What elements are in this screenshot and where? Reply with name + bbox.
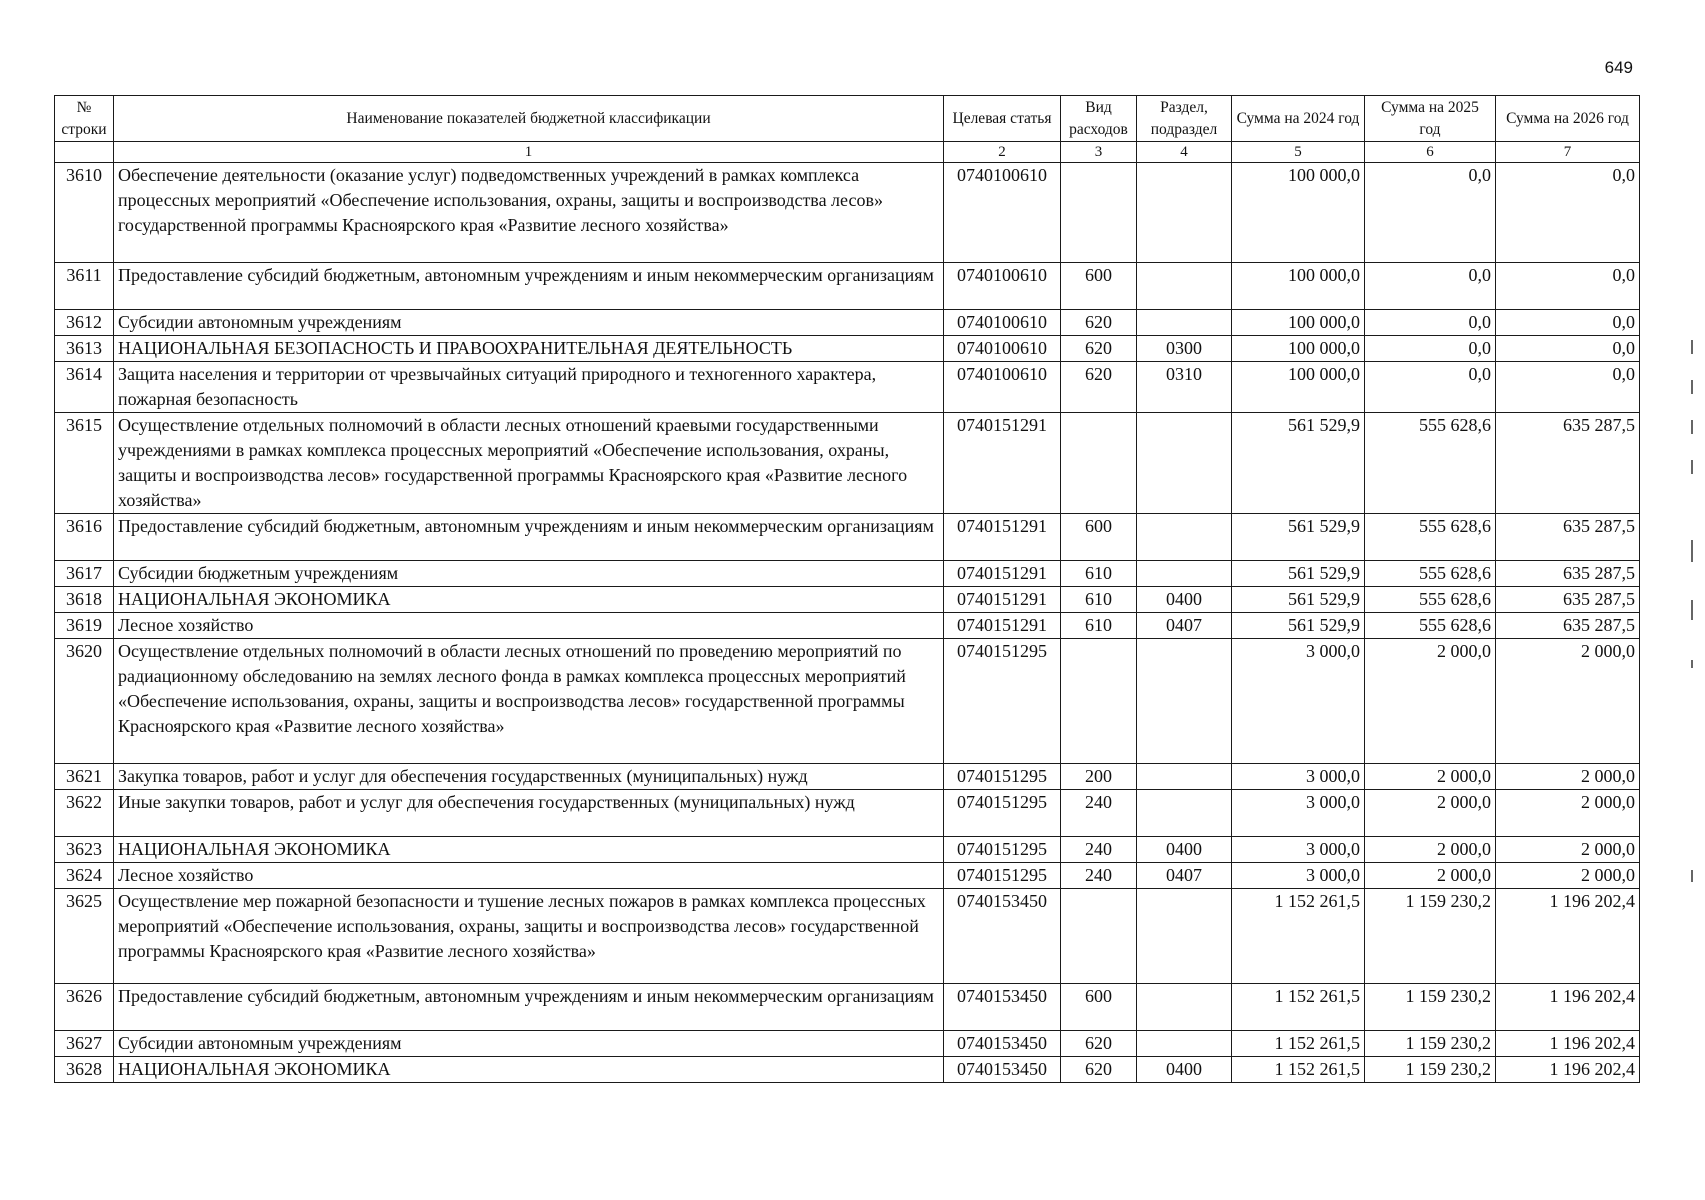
- row-name-cell: Защита населения и территории от чрезвычайных ситуаций природного и техногенного характера, пожарная безопасность: [114, 362, 944, 413]
- row-amount-2025-cell: 0,0: [1365, 263, 1496, 310]
- row-target-cell: 0740151291: [944, 613, 1061, 639]
- row-type-cell: 620: [1061, 336, 1137, 362]
- row-number-cell: 3623: [55, 837, 114, 863]
- row-number-cell: 3619: [55, 613, 114, 639]
- row-number-cell: 3625: [55, 889, 114, 984]
- table-body: [55, 163, 1640, 1083]
- row-name-cell: НАЦИОНАЛЬНАЯ ЭКОНОМИКА: [114, 587, 944, 613]
- table-row: [55, 413, 1640, 514]
- row-section-cell: [1137, 163, 1232, 263]
- row-amount-2026-cell: 635 287,5: [1496, 587, 1640, 613]
- row-section-cell: [1137, 1031, 1232, 1057]
- row-amount-2024-cell: 1 152 261,5: [1232, 889, 1365, 984]
- row-amount-2025-cell: 2 000,0: [1365, 639, 1496, 764]
- row-amount-2024-cell: 100 000,0: [1232, 362, 1365, 413]
- row-type-cell: 610: [1061, 613, 1137, 639]
- scan-edge-marks: [1687, 340, 1693, 940]
- row-name-cell: Закупка товаров, работ и услуг для обеспечения государственных (муниципальных) нужд: [114, 764, 944, 790]
- table-row: [55, 561, 1640, 587]
- row-amount-2024-cell: 1 152 261,5: [1232, 1031, 1365, 1057]
- row-number-cell: 3627: [55, 1031, 114, 1057]
- table-row: [55, 639, 1640, 764]
- index-cell: 1: [114, 142, 944, 163]
- col-header-2026: Сумма на 2026 год: [1496, 96, 1640, 142]
- row-amount-2026-cell: 2 000,0: [1496, 764, 1640, 790]
- col-header-2024: Сумма на 2024 год: [1232, 96, 1365, 142]
- row-name-cell: НАЦИОНАЛЬНАЯ БЕЗОПАСНОСТЬ И ПРАВООХРАНИТЕЛЬНАЯ ДЕЯТЕЛЬНОСТЬ: [114, 336, 944, 362]
- row-amount-2026-cell: 635 287,5: [1496, 561, 1640, 587]
- row-name-cell: Осуществление отдельных полномочий в области лесных отношений краевыми государственными учреждениями в рамках комплекса процессных мероприятий «Обеспечение использования, охраны, защиты и воспроизводства лесов» государственной программы Красноярского края «Развитие лесного хозяйства»: [114, 413, 944, 514]
- row-target-cell: 0740153450: [944, 1031, 1061, 1057]
- row-type-cell: 610: [1061, 561, 1137, 587]
- row-section-cell: 0400: [1137, 587, 1232, 613]
- row-amount-2024-cell: 561 529,9: [1232, 561, 1365, 587]
- row-amount-2025-cell: 0,0: [1365, 336, 1496, 362]
- row-number-cell: 3612: [55, 310, 114, 336]
- col-header-type: Вид расходов: [1061, 96, 1137, 142]
- index-cell: 6: [1365, 142, 1496, 163]
- row-number-cell: 3618: [55, 587, 114, 613]
- row-number-cell: 3610: [55, 163, 114, 263]
- row-section-cell: [1137, 639, 1232, 764]
- row-number-cell: 3613: [55, 336, 114, 362]
- row-amount-2025-cell: 2 000,0: [1365, 837, 1496, 863]
- index-cell: 2: [944, 142, 1061, 163]
- table-row: [55, 764, 1640, 790]
- index-cell-empty: [55, 142, 114, 163]
- table-row: [55, 613, 1640, 639]
- row-type-cell: [1061, 413, 1137, 514]
- row-type-cell: 600: [1061, 984, 1137, 1031]
- row-amount-2024-cell: 561 529,9: [1232, 413, 1365, 514]
- row-type-cell: 240: [1061, 790, 1137, 837]
- row-amount-2024-cell: 3 000,0: [1232, 764, 1365, 790]
- row-amount-2024-cell: 100 000,0: [1232, 310, 1365, 336]
- row-amount-2026-cell: 0,0: [1496, 362, 1640, 413]
- col-header-name: Наименование показателей бюджетной классификации: [114, 96, 944, 142]
- row-amount-2025-cell: 0,0: [1365, 310, 1496, 336]
- row-number-cell: 3616: [55, 514, 114, 561]
- row-amount-2026-cell: 2 000,0: [1496, 863, 1640, 889]
- row-target-cell: 0740151291: [944, 514, 1061, 561]
- row-target-cell: 0740151295: [944, 790, 1061, 837]
- row-section-cell: 0400: [1137, 1057, 1232, 1083]
- row-amount-2026-cell: 635 287,5: [1496, 413, 1640, 514]
- row-section-cell: [1137, 263, 1232, 310]
- row-name-cell: НАЦИОНАЛЬНАЯ ЭКОНОМИКА: [114, 837, 944, 863]
- row-target-cell: 0740151295: [944, 639, 1061, 764]
- row-name-cell: Предоставление субсидий бюджетным, автономным учреждениям и иным некоммерческим организациям: [114, 514, 944, 561]
- row-amount-2024-cell: 3 000,0: [1232, 863, 1365, 889]
- row-section-cell: [1137, 310, 1232, 336]
- row-target-cell: 0740100610: [944, 163, 1061, 263]
- index-cell: 4: [1137, 142, 1232, 163]
- col-header-section: Раздел, подраздел: [1137, 96, 1232, 142]
- index-cell: 7: [1496, 142, 1640, 163]
- row-number-cell: 3615: [55, 413, 114, 514]
- row-amount-2025-cell: 1 159 230,2: [1365, 1031, 1496, 1057]
- row-target-cell: 0740153450: [944, 889, 1061, 984]
- row-section-cell: 0400: [1137, 837, 1232, 863]
- row-target-cell: 0740151291: [944, 587, 1061, 613]
- row-section-cell: [1137, 889, 1232, 984]
- row-type-cell: 240: [1061, 837, 1137, 863]
- row-target-cell: 0740151295: [944, 764, 1061, 790]
- row-number-cell: 3628: [55, 1057, 114, 1083]
- row-name-cell: Субсидии автономным учреждениям: [114, 310, 944, 336]
- row-number-cell: 3622: [55, 790, 114, 837]
- row-number-cell: 3611: [55, 263, 114, 310]
- row-section-cell: [1137, 764, 1232, 790]
- row-target-cell: 0740151295: [944, 863, 1061, 889]
- row-amount-2026-cell: 2 000,0: [1496, 790, 1640, 837]
- row-number-cell: 3620: [55, 639, 114, 764]
- row-name-cell: Обеспечение деятельности (оказание услуг) подведомственных учреждений в рамках комплекса процессных мероприятий «Обеспечение использования, охраны, защиты и воспроизводства лесов» государственной программы Красноярского края «Развитие лесного хозяйства»: [114, 163, 944, 263]
- table-row: [55, 863, 1640, 889]
- row-type-cell: 620: [1061, 310, 1137, 336]
- table-row: [55, 790, 1640, 837]
- row-amount-2026-cell: 0,0: [1496, 263, 1640, 310]
- row-amount-2025-cell: 1 159 230,2: [1365, 1057, 1496, 1083]
- table-row: [55, 163, 1640, 263]
- row-amount-2026-cell: 635 287,5: [1496, 514, 1640, 561]
- row-number-cell: 3621: [55, 764, 114, 790]
- row-amount-2024-cell: 561 529,9: [1232, 514, 1365, 561]
- row-number-cell: 3614: [55, 362, 114, 413]
- row-type-cell: [1061, 889, 1137, 984]
- row-name-cell: Предоставление субсидий бюджетным, автономным учреждениям и иным некоммерческим организациям: [114, 263, 944, 310]
- row-type-cell: [1061, 639, 1137, 764]
- row-amount-2025-cell: 1 159 230,2: [1365, 984, 1496, 1031]
- row-target-cell: 0740153450: [944, 984, 1061, 1031]
- row-amount-2026-cell: 1 196 202,4: [1496, 1057, 1640, 1083]
- row-section-cell: [1137, 790, 1232, 837]
- row-section-cell: [1137, 984, 1232, 1031]
- col-header-2025: Сумма на 2025 год: [1365, 96, 1496, 142]
- row-target-cell: 0740151291: [944, 413, 1061, 514]
- row-type-cell: 620: [1061, 1031, 1137, 1057]
- row-name-cell: Субсидии автономным учреждениям: [114, 1031, 944, 1057]
- row-amount-2026-cell: 0,0: [1496, 163, 1640, 263]
- row-section-cell: [1137, 413, 1232, 514]
- index-row: [55, 142, 1640, 163]
- table-row: [55, 336, 1640, 362]
- row-section-cell: 0300: [1137, 336, 1232, 362]
- table-row: [55, 984, 1640, 1031]
- row-amount-2026-cell: 1 196 202,4: [1496, 1031, 1640, 1057]
- row-name-cell: Осуществление мер пожарной безопасности и тушение лесных пожаров в рамках комплекса процессных мероприятий «Обеспечение использования, охраны, защиты и воспроизводства лесов» государственной программы Красноярского края «Развитие лесного хозяйства»: [114, 889, 944, 984]
- row-amount-2026-cell: 2 000,0: [1496, 837, 1640, 863]
- table-row: [55, 362, 1640, 413]
- row-target-cell: 0740100610: [944, 362, 1061, 413]
- row-amount-2025-cell: 555 628,6: [1365, 613, 1496, 639]
- row-target-cell: 0740100610: [944, 310, 1061, 336]
- row-amount-2024-cell: 3 000,0: [1232, 837, 1365, 863]
- col-header-target: Целевая статья: [944, 96, 1061, 142]
- row-amount-2024-cell: 561 529,9: [1232, 587, 1365, 613]
- row-amount-2025-cell: 2 000,0: [1365, 790, 1496, 837]
- table-row: [55, 837, 1640, 863]
- budget-table: [54, 95, 1640, 1083]
- row-amount-2024-cell: 1 152 261,5: [1232, 1057, 1365, 1083]
- page-number: 649: [1604, 58, 1633, 77]
- row-amount-2026-cell: 0,0: [1496, 310, 1640, 336]
- table-row: [55, 514, 1640, 561]
- row-type-cell: [1061, 163, 1137, 263]
- row-amount-2026-cell: 1 196 202,4: [1496, 889, 1640, 984]
- row-number-cell: 3624: [55, 863, 114, 889]
- row-target-cell: 0740153450: [944, 1057, 1061, 1083]
- row-section-cell: [1137, 514, 1232, 561]
- row-amount-2024-cell: 1 152 261,5: [1232, 984, 1365, 1031]
- table-row: [55, 1031, 1640, 1057]
- row-amount-2025-cell: 555 628,6: [1365, 413, 1496, 514]
- row-target-cell: 0740100610: [944, 263, 1061, 310]
- row-amount-2025-cell: 2 000,0: [1365, 764, 1496, 790]
- table-row: [55, 1057, 1640, 1083]
- row-name-cell: Субсидии бюджетным учреждениям: [114, 561, 944, 587]
- row-amount-2026-cell: 635 287,5: [1496, 613, 1640, 639]
- col-header-row-number: № строки: [55, 96, 114, 142]
- row-amount-2025-cell: 1 159 230,2: [1365, 889, 1496, 984]
- header-row: [55, 96, 1640, 142]
- table-row: [55, 263, 1640, 310]
- row-target-cell: 0740151295: [944, 837, 1061, 863]
- index-cell: 5: [1232, 142, 1365, 163]
- row-amount-2026-cell: 2 000,0: [1496, 639, 1640, 764]
- index-cell: 3: [1061, 142, 1137, 163]
- row-amount-2025-cell: 555 628,6: [1365, 514, 1496, 561]
- row-amount-2025-cell: 555 628,6: [1365, 561, 1496, 587]
- table-row: [55, 889, 1640, 984]
- row-type-cell: 620: [1061, 362, 1137, 413]
- row-name-cell: Лесное хозяйство: [114, 613, 944, 639]
- row-section-cell: 0407: [1137, 613, 1232, 639]
- table-row: [55, 587, 1640, 613]
- row-amount-2025-cell: 2 000,0: [1365, 863, 1496, 889]
- row-amount-2024-cell: 100 000,0: [1232, 336, 1365, 362]
- row-name-cell: Лесное хозяйство: [114, 863, 944, 889]
- row-name-cell: Иные закупки товаров, работ и услуг для обеспечения государственных (муниципальных) нужд: [114, 790, 944, 837]
- row-amount-2024-cell: 3 000,0: [1232, 790, 1365, 837]
- row-name-cell: Предоставление субсидий бюджетным, автономным учреждениям и иным некоммерческим организациям: [114, 984, 944, 1031]
- row-type-cell: 600: [1061, 514, 1137, 561]
- table-row: [55, 310, 1640, 336]
- row-number-cell: 3617: [55, 561, 114, 587]
- row-type-cell: 620: [1061, 1057, 1137, 1083]
- row-number-cell: 3626: [55, 984, 114, 1031]
- row-amount-2025-cell: 0,0: [1365, 362, 1496, 413]
- row-type-cell: 200: [1061, 764, 1137, 790]
- row-amount-2024-cell: 3 000,0: [1232, 639, 1365, 764]
- row-amount-2026-cell: 0,0: [1496, 336, 1640, 362]
- row-amount-2025-cell: 555 628,6: [1365, 587, 1496, 613]
- row-amount-2024-cell: 561 529,9: [1232, 613, 1365, 639]
- row-section-cell: [1137, 561, 1232, 587]
- row-type-cell: 600: [1061, 263, 1137, 310]
- row-section-cell: 0310: [1137, 362, 1232, 413]
- row-amount-2025-cell: 0,0: [1365, 163, 1496, 263]
- row-target-cell: 0740100610: [944, 336, 1061, 362]
- row-amount-2024-cell: 100 000,0: [1232, 163, 1365, 263]
- row-name-cell: Осуществление отдельных полномочий в области лесных отношений по проведению мероприятий по радиационному обследованию на землях лесного фонда в рамках комплекса процессных мероприятий «Обеспечение использования, охраны, защиты и воспроизводства лесов» государственной программы Красноярского края «Развитие лесного хозяйства»: [114, 639, 944, 764]
- row-target-cell: 0740151291: [944, 561, 1061, 587]
- row-type-cell: 240: [1061, 863, 1137, 889]
- row-name-cell: НАЦИОНАЛЬНАЯ ЭКОНОМИКА: [114, 1057, 944, 1083]
- row-type-cell: 610: [1061, 587, 1137, 613]
- row-amount-2024-cell: 100 000,0: [1232, 263, 1365, 310]
- row-amount-2026-cell: 1 196 202,4: [1496, 984, 1640, 1031]
- row-section-cell: 0407: [1137, 863, 1232, 889]
